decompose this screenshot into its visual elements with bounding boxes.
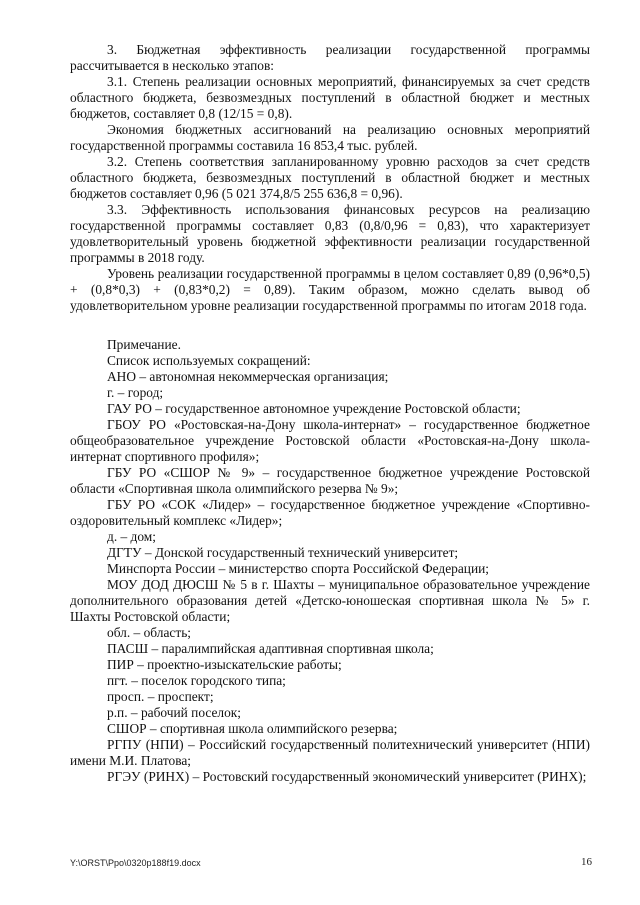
abbreviation-item: АНО – автономная некоммерческая организация; xyxy=(107,369,389,384)
abbreviation-item: РГЭУ (РИНХ) – Ростовский государственный экономический университет (РИНХ); xyxy=(107,769,587,784)
abbreviation-item: ПИР – проектно-изыскательские работы; xyxy=(107,657,342,672)
notes-heading: Примечание. xyxy=(107,337,181,352)
body-paragraph: Уровень реализации государственной программы в целом составляет 0,89 (0,96*0,5) + (0,8*0,3) + (0,83*0,2) = 0,89). Таким образом, можно сделать вывод об удовлетворительном уровне реализации государственной программы по итогам 2018 года. xyxy=(70,266,590,313)
abbreviation-item: просп. – проспект; xyxy=(107,689,214,704)
body-paragraph: 3.2. Степень соответствия запланированному уровню расходов за счет средств областного бюджета, безвозмездных поступлений в областной бюджет и местных бюджетов составляет 0,96 (5 021 374,8/5 255 636,8 = 0,96). xyxy=(70,154,590,201)
abbreviation-item: Минспорта России – министерство спорта Российской Федерации; xyxy=(107,561,490,576)
abbreviation-item: р.п. – рабочий поселок; xyxy=(107,705,242,720)
abbreviation-item: обл. – область; xyxy=(107,625,192,640)
body-paragraph: 3.1. Степень реализации основных мероприятий, финансируемых за счет средств областного бюджета, безвозмездных поступлений в областной бюджет и местных бюджетов, составляет 0,8 (12/15 = 0,8). xyxy=(70,74,590,121)
abbreviation-item: СШОР – спортивная школа олимпийского резерва; xyxy=(107,721,398,736)
abbreviation-item: ПАСШ – паралимпийская адаптивная спортивная школа; xyxy=(107,641,434,656)
document-content xyxy=(70,42,590,785)
abbreviation-item: МОУ ДОД ДЮСШ № 5 в г. Шахты – муниципальное образовательное учреждение дополнительного образования детей «Детско-юношеская спортивная школа № 5» г. Шахты Ростовской области; xyxy=(70,577,590,624)
abbreviation-item: РГПУ (НПИ) – Российский государственный политехнический университет (НПИ) имени М.И. Платова; xyxy=(70,737,590,768)
abbreviation-item: ГБУ РО «СШОР № 9» – государственное бюджетное учреждение Ростовской области «Спортивная школа олимпийского резерва № 9»; xyxy=(70,465,590,496)
footer-file-path: Y:\ORST\Ppo\0320p188f19.docx xyxy=(70,858,201,868)
section-spacer xyxy=(70,314,590,337)
abbreviation-item: ГАУ РО – государственное автономное учреждение Ростовской области; xyxy=(107,401,521,416)
abbreviation-item: пгт. – поселок городского типа; xyxy=(107,673,286,688)
abbreviation-item: ГБОУ РО «Ростовская-на-Дону школа-интернат» – государственное бюджетное общеобразовательное учреждение Ростовской области «Ростовская-на-Дону школа-интернат спортивного профиля»; xyxy=(70,417,590,464)
abbreviation-item: д. – дом; xyxy=(107,529,156,544)
abbreviation-item: ГБУ РО «СОК «Лидер» – государственное бюджетное учреждение «Спортивно-оздоровительный комплекс «Лидер»; xyxy=(70,497,590,528)
abbreviation-item: ДГТУ – Донской государственный технический университет; xyxy=(107,545,459,560)
page-number: 16 xyxy=(581,856,592,868)
body-paragraph: Экономия бюджетных ассигнований на реализацию основных мероприятий государственной программы составила 16 853,4 тыс. рублей. xyxy=(70,122,590,153)
body-paragraph: 3. Бюджетная эффективность реализации государственной программы рассчитывается в несколько этапов: xyxy=(70,42,590,73)
notes-subheading: Список используемых сокращений: xyxy=(107,353,311,368)
body-paragraph: 3.3. Эффективность использования финансовых ресурсов на реализацию государственной программы составляет 0,83 (0,8/0,96 = 0,83), что характеризует удовлетворительный уровень бюджетной эффективности реализации государственной программы в 2018 году. xyxy=(70,202,590,265)
abbreviation-item: г. – город; xyxy=(107,385,164,400)
